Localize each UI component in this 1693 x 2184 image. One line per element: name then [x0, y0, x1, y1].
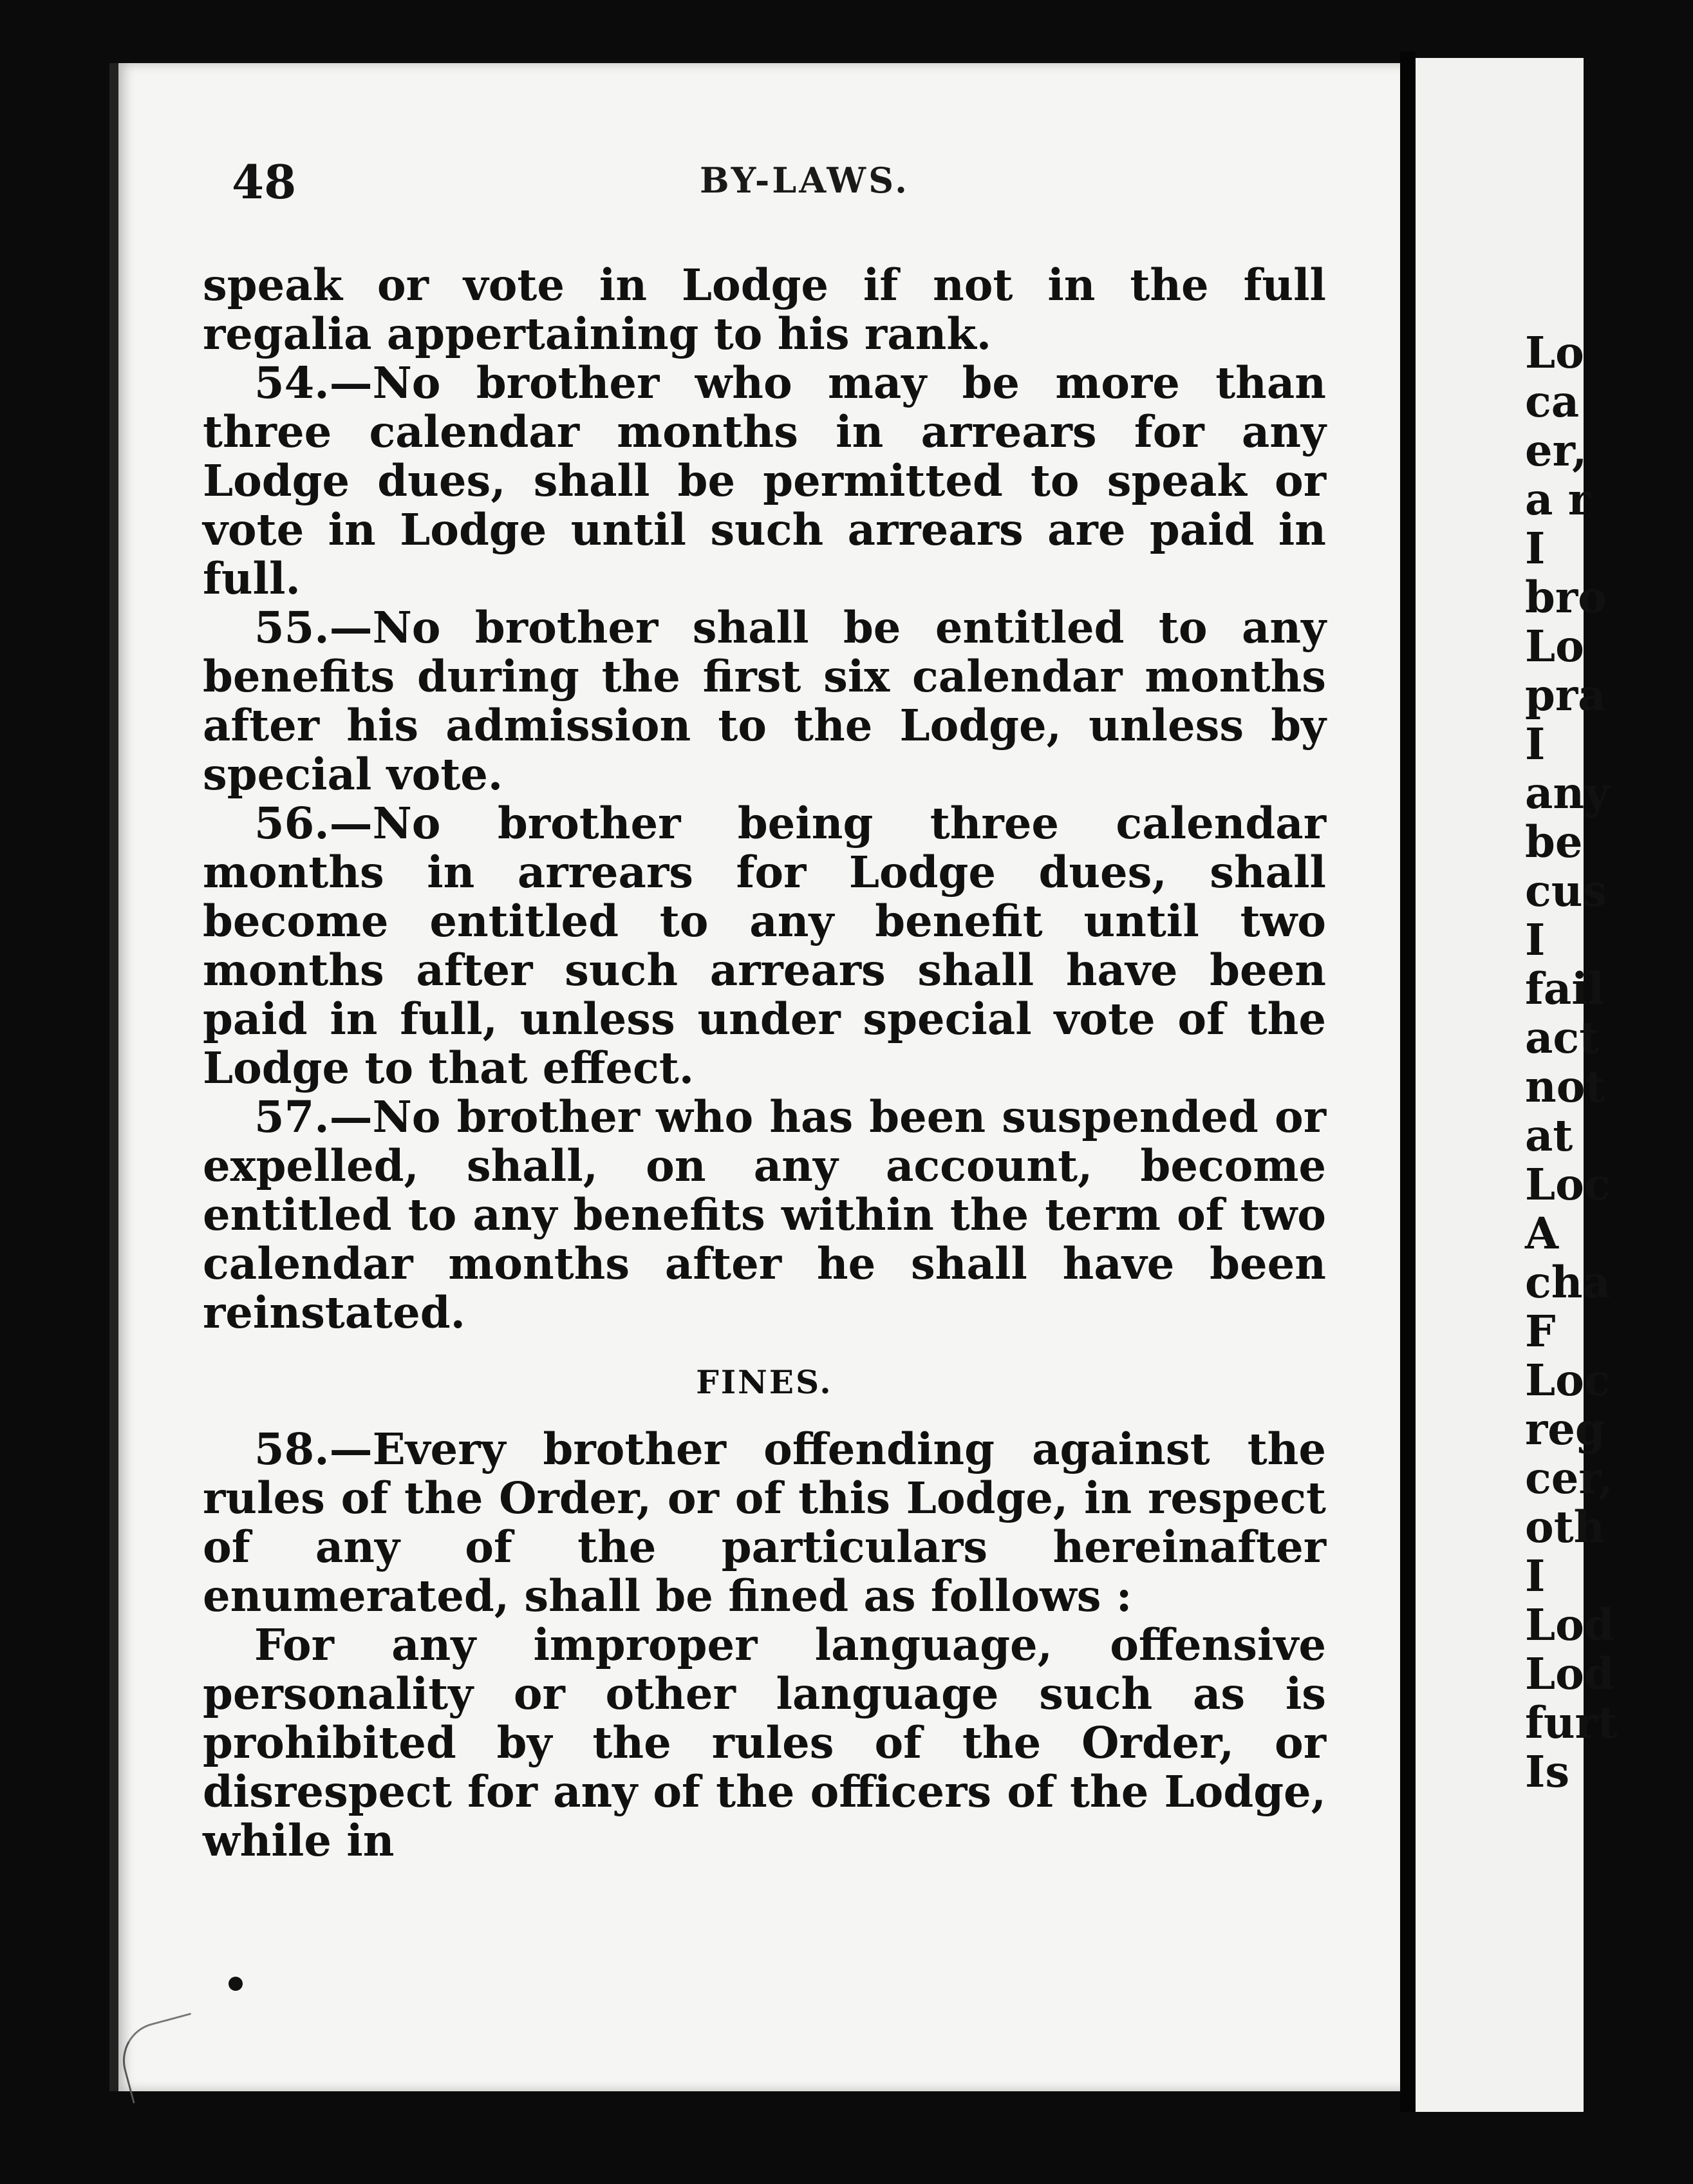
right-page: [1416, 58, 1618, 2112]
facing-page-fragment: er,: [1525, 425, 1587, 476]
facing-page-fragment: cus: [1525, 865, 1607, 916]
facing-page-fragment: Lod: [1525, 1599, 1614, 1650]
facing-page-fragment: I: [1525, 1550, 1546, 1601]
facing-page-fragment: Lod: [1525, 1648, 1614, 1699]
facing-page-fragment: act: [1525, 1012, 1600, 1063]
facing-page-fragment: not: [1525, 1061, 1605, 1112]
bylaw-58-continued: For any improper language, offensive personality or other language such as is prohibited by the rules of the Order, or disrespect for any of the officers of the Lodge, while in: [203, 1619, 1326, 1866]
page-header: [232, 155, 1313, 212]
bylaw-58: 58.—Every brother offending against the rules of the Order, or of this Lodge, in respect of any of the particulars hereinafter enumerated, shall be fined as follows :: [203, 1424, 1326, 1621]
facing-page-fragment: pra: [1525, 670, 1606, 720]
facing-page-fragment: Lo: [1525, 621, 1584, 672]
page-body: [203, 261, 1326, 1865]
facing-page-fragment: F: [1525, 1306, 1556, 1357]
facing-page-fragment: A: [1525, 1208, 1558, 1259]
facing-page-fragment: ca: [1525, 376, 1580, 427]
facing-page-fragment: be: [1525, 816, 1583, 867]
page-number: 48: [232, 155, 297, 209]
facing-page-fragment: Loc: [1525, 1355, 1611, 1406]
bylaw-55: 55.—No brother shall be entitled to any benefits during the first six calendar months after his admission to the Lodge, unless by special vote.: [203, 602, 1326, 800]
facing-page-fragment: I: [1525, 719, 1546, 769]
facing-page-fragment: bro: [1525, 572, 1607, 623]
facing-page-fragment: Is: [1525, 1746, 1570, 1797]
facing-page-fragment: cha: [1525, 1257, 1611, 1308]
ink-speck: [229, 1977, 243, 1991]
carryover-paragraph: speak or vote in Lodge if not in the full regalia appertaining to his rank.: [203, 259, 1326, 359]
facing-page-fragment: furt: [1525, 1697, 1618, 1748]
facing-page-fragment: Loc: [1525, 1159, 1611, 1210]
facing-page-fragment: cer,: [1525, 1453, 1614, 1503]
facing-page-text: [1525, 328, 1693, 1796]
facing-page-fragment: any: [1525, 767, 1610, 818]
facing-page-fragment: oth: [1525, 1502, 1605, 1552]
facing-page-fragment: fail: [1525, 963, 1605, 1014]
bylaw-57: 57.—No brother who has been suspended or expelled, shall, on any account, become entitled to any benefits within the term of two calendar months after he shall have been reinstated.: [203, 1091, 1326, 1338]
book-spine: [1400, 52, 1416, 2112]
bylaw-56: 56.—No brother being three calendar months in arrears for Lodge dues, shall become entitled to any benefit until two months after such arrears shall have been paid in full, unless under special vote of the Lodge to that effect.: [203, 798, 1326, 1093]
facing-page-fragment: a r: [1525, 474, 1591, 525]
facing-page-fragment: Lo: [1525, 327, 1584, 378]
facing-page-fragment: reg: [1525, 1404, 1605, 1454]
bylaw-54: 54.—No brother who may be more than three calendar months in arrears for any Lodge dues, shall be permitted to speak or vote in Lodge until such arrears are paid in full.: [203, 357, 1326, 604]
facing-page-fragment: I: [1525, 914, 1546, 965]
running-head: BY-LAWS.: [700, 160, 910, 201]
fines-heading: FINES.: [696, 1363, 833, 1401]
facing-page-fragment: at: [1525, 1110, 1573, 1161]
facing-page-fragment: I: [1525, 523, 1546, 574]
